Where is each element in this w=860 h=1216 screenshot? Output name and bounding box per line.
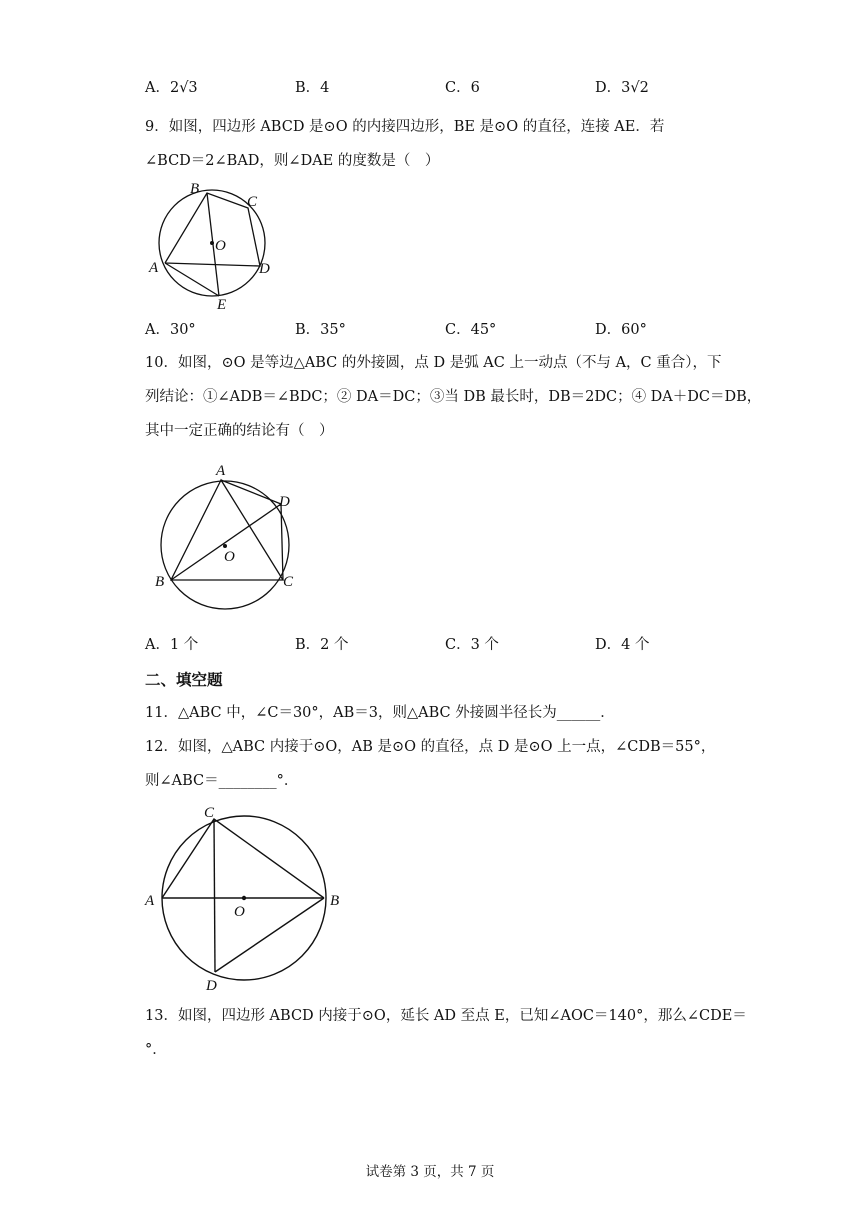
q8-option-d: D．3√2 — [595, 80, 649, 96]
q13-stem-line2: °． — [145, 1042, 167, 1058]
q12-segment-db — [215, 898, 324, 972]
section-title-fill-in: 二、填空题 — [145, 671, 223, 689]
q9-option-d: D．60° — [595, 322, 647, 338]
q12-center-dot — [242, 896, 246, 900]
q10-label-d: D — [279, 494, 290, 510]
q9-center-dot — [210, 241, 214, 245]
q12-label-o: O — [234, 904, 245, 920]
q12-segment-cd — [214, 819, 215, 972]
q10-option-c: C．3 个 — [445, 637, 499, 653]
q10-label-c: C — [283, 574, 294, 590]
q9-stem-line2: ∠BCD＝2∠BAD，则∠DAE 的度数是（ ） — [145, 153, 440, 169]
q9-label-c: C — [247, 194, 258, 210]
q10-stem-line2: 列结论：①∠ADB＝∠BDC；② DA＝DC；③当 DB 最长时，DB＝2DC；④ DA＋DC＝DB， — [145, 389, 762, 405]
q8-option-a: A．2√3 — [145, 80, 198, 96]
q9-label-o: O — [215, 238, 226, 254]
q12-stem-line2: 则∠ABC＝________°． — [145, 773, 299, 789]
q9-label-b: B — [190, 181, 200, 197]
q9-quadrilateral — [165, 193, 260, 266]
q10-stem-line1: 10．如图，⊙O 是等边△ABC 的外接圆，点 D 是弧 AC 上一动点（不与 A，C 重合），下 — [145, 355, 722, 371]
q9-label-d: D — [259, 261, 270, 277]
q12-label-d: D — [206, 978, 217, 994]
q10-option-d: D．4 个 — [595, 637, 650, 653]
page-footer: 试卷第 3 页，共 7 页 — [365, 1164, 495, 1180]
q9-label-a: A — [149, 260, 159, 276]
q10-label-b: B — [155, 574, 165, 590]
q12-triangle-abc — [162, 819, 324, 898]
q12-label-a: A — [145, 893, 155, 909]
q8-option-b: B．4 — [295, 80, 330, 96]
q12-label-b: B — [330, 893, 340, 909]
q10-center-dot — [223, 544, 227, 548]
q10-label-a: A — [216, 463, 226, 479]
q10-stem-line3: 其中一定正确的结论有（ ） — [145, 423, 334, 439]
q9-stem-line1: 9．如图，四边形 ABCD 是⊙O 的内接四边形，BE 是⊙O 的直径，连接 AE．若 — [145, 119, 665, 135]
q9-option-c: C．45° — [445, 322, 497, 338]
q12-stem-line1: 12．如图，△ABC 内接于⊙O，AB 是⊙O 的直径，点 D 是⊙O 上一点，∠CDB＝55°， — [145, 739, 716, 755]
q9-figure — [140, 175, 290, 315]
q10-label-o: O — [224, 549, 235, 565]
q10-figure — [150, 460, 310, 620]
q10-segment-db — [171, 504, 281, 580]
q11-stem: 11．△ABC 中，∠C＝30°，AB＝3，则△ABC 外接圆半径长为______． — [145, 705, 615, 721]
q10-triangle-abc — [171, 480, 283, 580]
q13-stem-line1: 13．如图，四边形 ABCD 内接于⊙O，延长 AD 至点 E，已知∠AOC＝140°，那么∠CDE＝ — [145, 1008, 747, 1024]
q10-option-b: B．2 个 — [295, 637, 349, 653]
q9-option-a: A．30° — [145, 322, 196, 338]
q9-label-e: E — [217, 297, 227, 313]
q12-figure — [140, 798, 350, 998]
q12-label-c: C — [204, 805, 215, 821]
q8-option-c: C．6 — [445, 80, 480, 96]
q10-segment-ad — [221, 480, 281, 504]
q9-option-b: B．35° — [295, 322, 346, 338]
q10-option-a: A．1 个 — [145, 637, 199, 653]
